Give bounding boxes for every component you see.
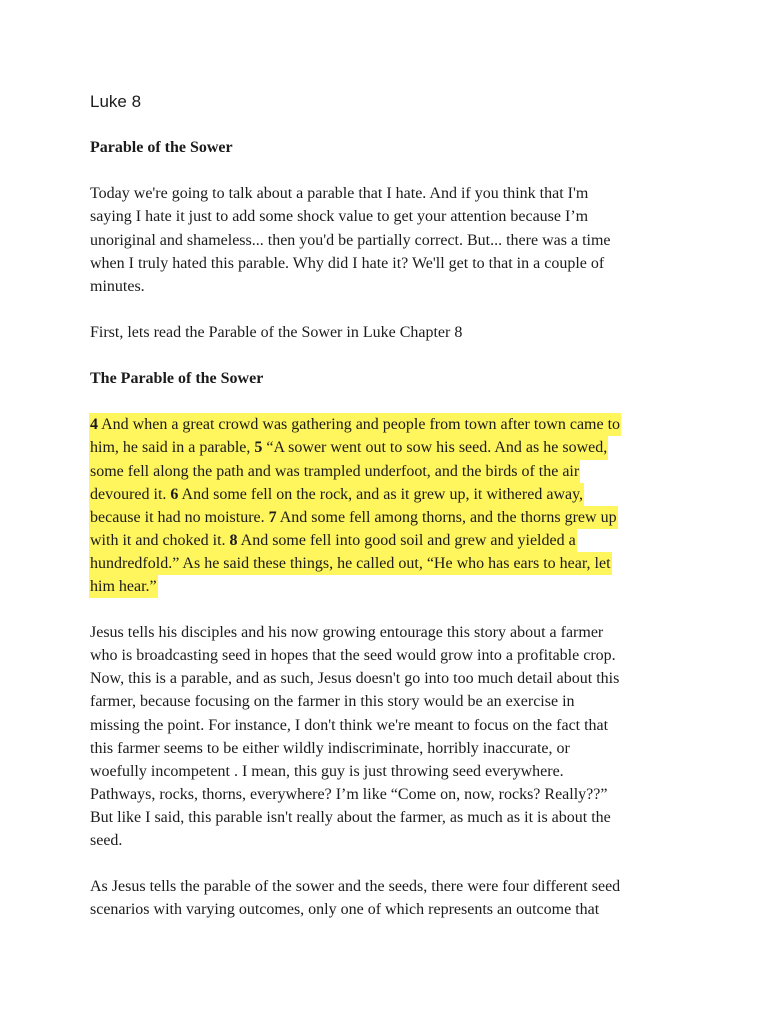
verse-number: 4 (90, 416, 98, 434)
scripture-passage (90, 413, 768, 598)
passage-line (90, 506, 768, 529)
line-text: with it and choked it. (90, 531, 230, 549)
line-text: hundredfold.” As he said these things, he called out, “He who has ears to hear, let (90, 554, 611, 572)
line-text: saying I hate it just to add some shock value to get your attention because I’m (90, 208, 589, 226)
line-text: And when a great crowd was gathering and people from town after town came to (98, 416, 621, 434)
highlight-mark (89, 483, 584, 506)
closing-line (90, 875, 768, 898)
passage-line (90, 413, 768, 436)
paragraph-spacer (90, 113, 768, 136)
paragraph-spacer (90, 852, 768, 875)
paragraph-spacer (90, 159, 768, 182)
commentary-line (90, 644, 768, 667)
line-text: seed. (90, 832, 123, 849)
intro-line (90, 205, 768, 228)
verse-number: 8 (229, 531, 238, 549)
line-text: And some fell among thorns, and the thorns grew up (276, 508, 617, 526)
intro-paragraph (90, 182, 768, 297)
passage-line (90, 575, 768, 598)
line-text: devoured it. (90, 485, 171, 503)
verse-number: 7 (268, 508, 277, 526)
passage-line (90, 529, 768, 552)
commentary-line (90, 667, 768, 690)
commentary-line (90, 760, 768, 783)
highlight-mark (89, 413, 621, 436)
closing-line (90, 898, 768, 921)
line-text: But like I said, this parable isn't really about the farmer, as much as it is about the (90, 808, 611, 826)
line-text: because it had no moisture. (90, 508, 269, 526)
commentary-line (90, 829, 768, 852)
verse-number: 5 (254, 439, 263, 457)
intro-line (90, 229, 768, 252)
passage-line (90, 460, 768, 483)
line-text: some fell along the path and was trampled underfoot, and the birds of the air (90, 462, 580, 480)
passage-line (90, 436, 768, 459)
line-text: As Jesus tells the parable of the sower and the seeds, there were four different seed (90, 878, 621, 896)
paragraph-spacer (90, 344, 768, 367)
line-text: farmer, because focusing on the farmer in this story would be an exercise in (90, 693, 575, 711)
line-text: woefully incompetent . I mean, this guy is just throwing seed everywhere. (90, 762, 564, 780)
paragraph-spacer (90, 390, 768, 413)
line-text: this farmer seems to be either wildly indiscriminate, horribly inaccurate, or (90, 739, 570, 757)
line-text: scenarios with varying outcomes, only one of which represents an outcome that (90, 901, 600, 919)
line-text: And some fell on the rock, and as it grew up, it withered away, (178, 485, 584, 503)
line-text: unoriginal and shameless... then you'd be partially correct. But... there was a time (90, 231, 611, 249)
paragraph-spacer (90, 598, 768, 621)
line-text: Today we're going to talk about a parable that I hate. And if you think that I'm (90, 185, 589, 203)
paragraph-spacer (90, 298, 768, 321)
passage-line (90, 483, 768, 506)
verse-number: 6 (170, 485, 179, 503)
highlight-mark (89, 575, 158, 598)
line-text: Pathways, rocks, thorns, everywhere? I’m like “Come on, now, rocks? Really??” (90, 785, 608, 803)
commentary-line (90, 621, 768, 644)
commentary-line (90, 806, 768, 829)
highlight-mark (89, 460, 580, 483)
commentary-line (90, 714, 768, 737)
intro-line (90, 182, 768, 205)
passage-line (90, 552, 768, 575)
passage-heading: The Parable of the Sower (90, 370, 264, 388)
line-text: minutes. (90, 277, 145, 295)
line-text: him, he said in a parable, (90, 439, 255, 457)
highlight-mark (89, 529, 577, 552)
document-title: Luke 8 (90, 92, 142, 111)
commentary-line (90, 690, 768, 713)
commentary-paragraph (90, 621, 768, 852)
highlight-mark (89, 436, 608, 459)
line-text: missing the point. For instance, I don't think we're meant to focus on the fact that (90, 716, 609, 734)
highlight-mark (89, 552, 612, 575)
line-text: him hear.” (90, 577, 157, 595)
transition-paragraph: First, lets read the Parable of the Sower in Luke Chapter 8 (90, 323, 463, 341)
line-text: “A sower went out to sow his seed. And as he sowed, (262, 439, 608, 457)
intro-line (90, 275, 768, 298)
commentary-line (90, 737, 768, 760)
line-text: Jesus tells his disciples and his now growing entourage this story about a farmer (90, 624, 604, 642)
commentary-line (90, 783, 768, 806)
closing-paragraph (90, 875, 768, 921)
intro-line (90, 252, 768, 275)
line-text: And some fell into good soil and grew and yielded a (237, 531, 576, 549)
section-heading: Parable of the Sower (90, 139, 233, 157)
line-text: when I truly hated this parable. Why did I hate it? We'll get to that in a couple of (90, 254, 605, 272)
line-text: who is broadcasting seed in hopes that the seed would grow into a profitable crop. (90, 647, 616, 665)
line-text: Now, this is a parable, and as such, Jesus doesn't go into too much detail about this (90, 670, 620, 688)
highlight-mark (89, 506, 618, 529)
